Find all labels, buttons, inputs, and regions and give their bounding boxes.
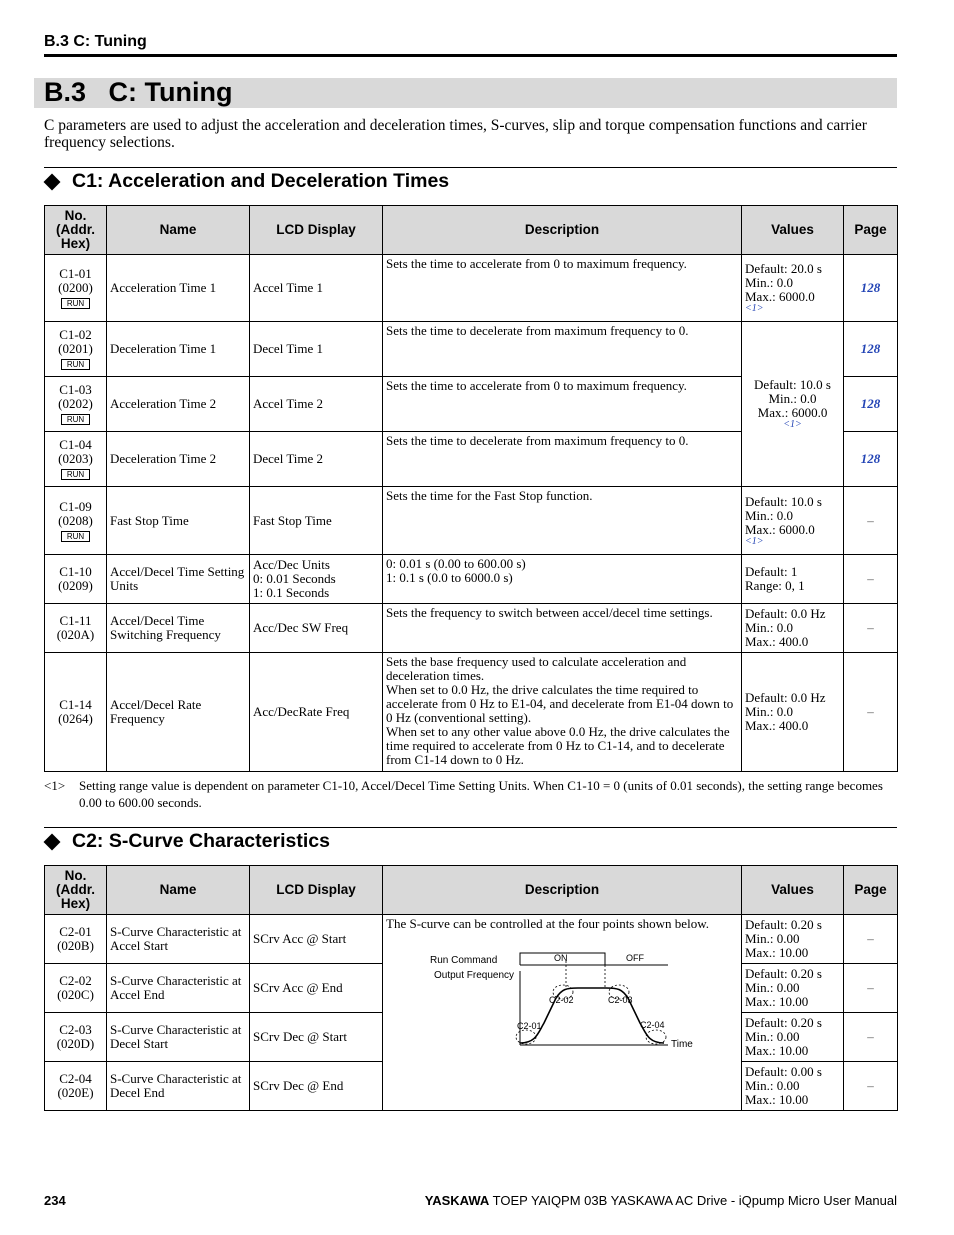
param-values [742,964,844,1013]
col-header-lcd: LCD Display [250,206,383,255]
col-header-no: No. (Addr. Hex) [45,206,107,255]
param-no-cell [45,653,107,772]
page-ref: – [844,555,898,604]
page-ref: – [844,487,898,555]
section-rule-c2 [44,827,897,828]
section-heading-c1 [44,170,449,193]
value-min: Min.: 0.0 [745,507,794,523]
footer-brand: YASKAWA [424,1193,490,1208]
param-lcd-display: Fast Stop Time [250,487,383,555]
col-header-page: Page [844,206,898,255]
param-no-cell [45,432,107,487]
param-values [742,555,844,604]
param-values [742,915,844,964]
table-row [45,255,898,322]
running-header: B.3 C: Tuning [44,33,147,50]
param-values [742,653,844,772]
table-header-row [45,866,898,915]
c2-01-label: C2-01 [517,1021,542,1031]
footnote-ref-link[interactable]: <1> [745,303,764,314]
param-values [742,1013,844,1062]
param-no-cell [45,322,107,377]
value-default: Default: 1 [745,564,798,579]
param-no-cell [45,255,107,322]
param-address: (0264) [58,711,93,726]
param-name: Fast Stop Time [107,487,250,555]
footnote-ref-link[interactable]: <1> [745,535,764,547]
value-max: Max.: 10.00 [745,1092,809,1107]
param-name: Accel/Decel Time Switching Frequency [107,604,250,653]
desc-line: 0: 0.01 s (0.00 to 600.00 s) [386,556,526,571]
param-name: Deceleration Time 1 [107,322,250,377]
value-default: Default: 20.0 s [745,261,822,276]
header-rule [44,54,897,57]
on-label: ON [554,953,568,963]
param-lcd-display: Acc/DecRate Freq [250,653,383,772]
param-number: C1-10 [59,564,92,579]
param-name: Accel/Decel Rate Frequency [107,653,250,772]
param-name: Accel/Decel Time Setting Units [107,555,250,604]
param-name: S-Curve Characteristic at Decel End [107,1062,250,1111]
table-row [45,322,898,377]
param-description: Sets the time for the Fast Stop function. [383,487,742,555]
table-row [45,653,898,772]
param-description [383,653,742,772]
section-heading-c2 [44,830,330,853]
off-label: OFF [626,953,644,963]
value-range: Range: 0, 1 [745,578,805,593]
value-min: Min.: 0.00 [745,1029,800,1044]
param-address: (020D) [56,1036,95,1051]
value-default: Default: 0.0 Hz [745,606,826,621]
param-values [742,1062,844,1111]
page-ref: – [844,964,898,1013]
value-max: Max.: 400.0 [745,634,809,649]
c2-04-label: C2-04 [640,1020,665,1030]
col-header-lcd: LCD Display [250,866,383,915]
table-header-row [45,206,898,255]
table-row [45,487,898,555]
param-lcd-display: SCrv Dec @ Start [250,1013,383,1062]
footnote-text: Setting range value is dependent on parameter C1-10, Accel/Decel Time Setting Units. When C1-10 = 0 (units of 0.01 seconds), the setting range becomes 0.00 to 600.00 seconds. [79,778,883,810]
col-header-name: Name [107,206,250,255]
param-no-cell [45,487,107,555]
time-label: Time [671,1039,693,1050]
param-address: (0208) [58,512,93,528]
param-lcd-display: Acc/Dec SW Freq [250,604,383,653]
table-row [45,604,898,653]
page-ref: – [844,604,898,653]
page-link[interactable]: 128 [844,322,898,377]
value-max: Max.: 6000.0 [745,289,815,304]
param-values [742,487,844,555]
param-lcd-display: SCrv Acc @ End [250,964,383,1013]
output-frequency-label: Output Frequency [434,970,515,981]
param-number: C2-04 [59,1071,92,1086]
diamond-bullet-icon [44,173,61,190]
run-badge: RUN [61,469,90,480]
page-ref: – [844,653,898,772]
value-max: Max.: 400.0 [745,718,809,733]
diamond-bullet-icon [44,833,61,850]
value-max: Max.: 10.00 [745,994,809,1009]
value-default: Default: 0.20 s [745,917,822,932]
param-address: (020A) [56,627,95,642]
param-description-shared [383,915,742,1111]
param-values-shared [742,322,844,487]
value-min: Min.: 0.0 [745,704,794,719]
param-no-cell [45,915,107,964]
run-badge: RUN [61,298,90,309]
lcd-line: 1: 0.1 Seconds [253,585,330,600]
value-min: Min.: 0.0 [768,391,817,406]
footnote-mark: <1> [44,778,66,793]
run-badge: RUN [61,359,90,370]
footnote-ref-link[interactable]: <1> [783,419,802,430]
c2-parameter-table [44,865,898,1111]
desc-line: Sets the base frequency used to calculate acceleration and deceleration times. [386,654,687,683]
param-number: C2-01 [59,924,92,939]
param-lcd-display: SCrv Dec @ End [250,1062,383,1111]
param-lcd-display: Accel Time 1 [250,255,383,322]
param-address: (0202) [58,396,93,411]
param-number: C1-11 [59,613,92,628]
param-description: Sets the time to decelerate from maximum frequency to 0. [383,432,742,487]
param-name: Deceleration Time 2 [107,432,250,487]
value-min: Min.: 0.0 [745,620,794,635]
param-number: C1-09 [59,498,92,514]
section-heading-c2-text: C2: S-Curve Characteristics [72,830,330,852]
param-lcd-display [250,555,383,604]
c2-03-label: C2-03 [608,995,633,1005]
desc-line: When set to 0.0 Hz, the drive calculates the time required to accelerate from 0 Hz to E1-04, and decelerate from E1-04 down to 0 Hz (conventional setting). [386,682,734,725]
s-curve-line [520,988,664,1043]
value-default: Default: 10.0 s [754,377,831,392]
lcd-line: 0: 0.01 Seconds [253,571,336,586]
lcd-line: Acc/Dec Units [253,557,330,572]
value-max: Max.: 6000.0 [757,405,828,420]
param-no-cell [45,604,107,653]
value-default: Default: 0.0 Hz [745,690,826,705]
param-name: S-Curve Characteristic at Accel End [107,964,250,1013]
desc-line: 1: 0.1 s (0.0 to 6000.0 s) [386,570,513,585]
param-number: C1-04 [59,437,92,452]
param-name: Acceleration Time 2 [107,377,250,432]
page-link[interactable]: 128 [844,377,898,432]
param-values [742,604,844,653]
value-default: Default: 0.20 s [745,966,822,981]
value-max: Max.: 6000.0 [745,521,815,537]
param-address: (0200) [58,280,93,295]
param-name: S-Curve Characteristic at Decel Start [107,1013,250,1062]
desc-line: When set to any other value above 0.0 Hz, the drive calculates the time required to accelerate from 0 Hz to C1-14, and to decelerate from C1-14 down to 0 Hz. [386,724,730,767]
footer-document: TOEP YAIQPM 03B YASKAWA AC Drive - iQpump Micro User Manual [492,1193,897,1208]
param-values [742,255,844,322]
value-max: Max.: 10.00 [745,1043,809,1058]
param-no-cell [45,1062,107,1111]
value-min: Min.: 0.0 [745,275,794,290]
col-header-description: Description [383,206,742,255]
value-default: Default: 10.0 s [745,493,822,509]
param-description [383,555,742,604]
col-header-name: Name [107,866,250,915]
param-description: Sets the time to accelerate from 0 to maximum frequency. [383,377,742,432]
param-name: Acceleration Time 1 [107,255,250,322]
s-curve-description: The S-curve can be controlled at the four points shown below. [386,916,709,931]
table-row [45,555,898,604]
run-badge: RUN [61,531,90,542]
col-header-page: Page [844,866,898,915]
value-default: Default: 0.00 s [745,1064,822,1079]
param-description: Sets the time to accelerate from 0 to maximum frequency. [383,255,742,322]
param-lcd-display: Decel Time 1 [250,322,383,377]
param-name: S-Curve Characteristic at Accel Start [107,915,250,964]
param-number: C2-02 [59,973,92,988]
run-command-label: Run Command [430,955,498,966]
page-link[interactable]: 128 [844,255,898,322]
param-number: C1-03 [59,382,92,397]
page-ref: – [844,1013,898,1062]
value-max: Max.: 10.00 [745,945,809,960]
page-ref: – [844,915,898,964]
param-no-cell [45,1013,107,1062]
col-header-values: Values [742,866,844,915]
value-min: Min.: 0.00 [745,931,800,946]
value-default: Default: 0.20 s [745,1015,822,1030]
param-lcd-display: Decel Time 2 [250,432,383,487]
run-badge: RUN [61,414,90,425]
param-no-cell [45,964,107,1013]
c2-02-label: C2-02 [549,995,574,1005]
footnote [44,777,897,811]
param-address: (0201) [58,341,93,356]
intro-paragraph: C parameters are used to adjust the acceleration and deceleration times, S-curves, slip and torque compensation functions and carrier frequency selections. [44,117,867,151]
param-no-cell [45,555,107,604]
param-no-cell [45,377,107,432]
footer [425,1193,897,1208]
section-rule-c1 [44,167,897,168]
param-number: C2-03 [59,1022,92,1037]
page-number: 234 [44,1193,66,1208]
value-min: Min.: 0.00 [745,980,800,995]
param-number: C1-01 [59,266,92,281]
param-address: (020C) [57,987,94,1002]
param-address: (0203) [58,451,93,466]
c1-parameter-table [44,205,898,772]
param-address: (0209) [58,578,93,593]
param-description: Sets the time to decelerate from maximum frequency to 0. [383,322,742,377]
value-min: Min.: 0.00 [745,1078,800,1093]
param-number: C1-14 [59,697,92,712]
table-row [45,915,898,964]
param-lcd-display: Accel Time 2 [250,377,383,432]
section-heading-c1-text: C1: Acceleration and Deceleration Times [72,170,450,192]
param-address: (020E) [57,1085,94,1100]
page-ref: – [844,1062,898,1111]
page-title: B.3 C: Tuning [44,77,233,107]
col-header-values: Values [742,206,844,255]
param-number: C1-02 [59,327,92,342]
param-description: Sets the frequency to switch between accel/decel time settings. [383,604,742,653]
page-link[interactable]: 128 [844,432,898,487]
s-curve-diagram [386,931,738,1051]
param-lcd-display: SCrv Acc @ Start [250,915,383,964]
param-address: (020B) [57,938,94,953]
col-header-no: No. (Addr. Hex) [45,866,107,915]
col-header-description: Description [383,866,742,915]
